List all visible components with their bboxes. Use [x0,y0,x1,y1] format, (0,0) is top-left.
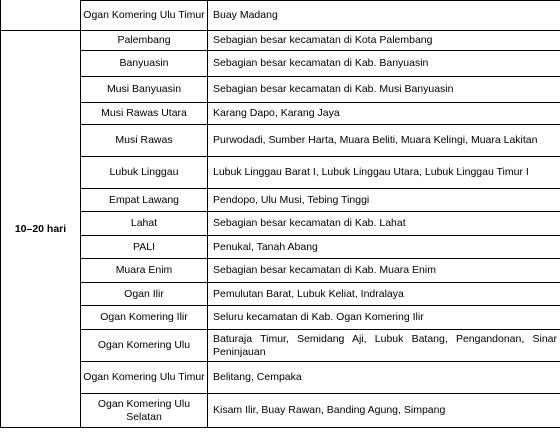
region-cell: Lubuk Linggau [81,157,208,189]
table-row [1,103,560,125]
table-row [1,31,560,51]
description-cell: Penukal, Tanah Abang [208,236,560,259]
description-cell: Belitang, Cempaka [208,362,560,394]
description-cell: Lubuk Linggau Barat I, Lubuk Linggau Utara, Lubuk Linggau Timur I [208,157,560,189]
table-row [1,330,560,362]
region-cell: Ogan Komering Ilir [81,306,208,330]
description-cell: Pemulutan Barat, Lubuk Keliat, Indralaya [208,283,560,306]
region-cell: PALI [81,236,208,259]
table-row [1,212,560,236]
description-cell: Seluru kecamatan di Kab. Ogan Komering Ilir [208,306,560,330]
table-row [1,236,560,259]
description-cell: Sebagian besar kecamatan di Kab. Lahat [208,212,560,236]
region-cell: Banyuasin [81,51,208,77]
description-cell: Karang Dapo, Karang Jaya [208,103,560,125]
description-cell: Sebagian besar kecamatan di Kab. Banyuasin [208,51,560,77]
region-cell: Musi Banyuasin [81,77,208,103]
table-row [1,189,560,212]
description-cell: Buay Madang [208,1,560,31]
region-cell: Lahat [81,212,208,236]
region-cell: Empat Lawang [81,189,208,212]
table-row [1,306,560,330]
region-cell: Ogan Ilir [81,283,208,306]
region-cell: Musi Rawas Utara [81,103,208,125]
table-row [1,394,560,428]
region-cell: Ogan Komering Ulu Timur [81,362,208,394]
table-row [1,1,560,31]
table-row [1,77,560,103]
description-cell: Sebagian besar kecamatan di Kab. Musi Banyuasin [208,77,560,103]
table-row [1,362,560,394]
region-cell: Musi Rawas [81,125,208,157]
description-cell: Sebagian besar kecamatan di Kab. Muara Enim [208,259,560,283]
table-row [1,259,560,283]
table-row [1,51,560,77]
description-cell: Baturaja Timur, Semidang Aji, Lubuk Batang, Pengandonan, Sinar Peninjauan [208,330,560,362]
description-cell: Pendopo, Ulu Musi, Tebing Tinggi [208,189,560,212]
region-cell: Ogan Komering Ulu Selatan [81,394,208,428]
table-row [1,157,560,189]
description-cell: Sebagian besar kecamatan di Kota Palembang [208,31,560,51]
region-cell: Ogan Komering Ulu [81,330,208,362]
table-row [1,283,560,306]
region-cell: Palembang [81,31,208,51]
region-cell: Ogan Komering Ulu Timur [81,1,208,31]
table-row [1,125,560,157]
description-cell: Kisam Ilir, Buay Rawan, Banding Agung, Simpang [208,394,560,428]
duration-group-label: 10–20 hari [1,31,81,428]
region-cell: Muara Enim [81,259,208,283]
description-cell: Purwodadi, Sumber Harta, Muara Beliti, Muara Kelingi, Muara Lakitan [208,125,560,157]
previous-group-cell [1,0,81,31]
